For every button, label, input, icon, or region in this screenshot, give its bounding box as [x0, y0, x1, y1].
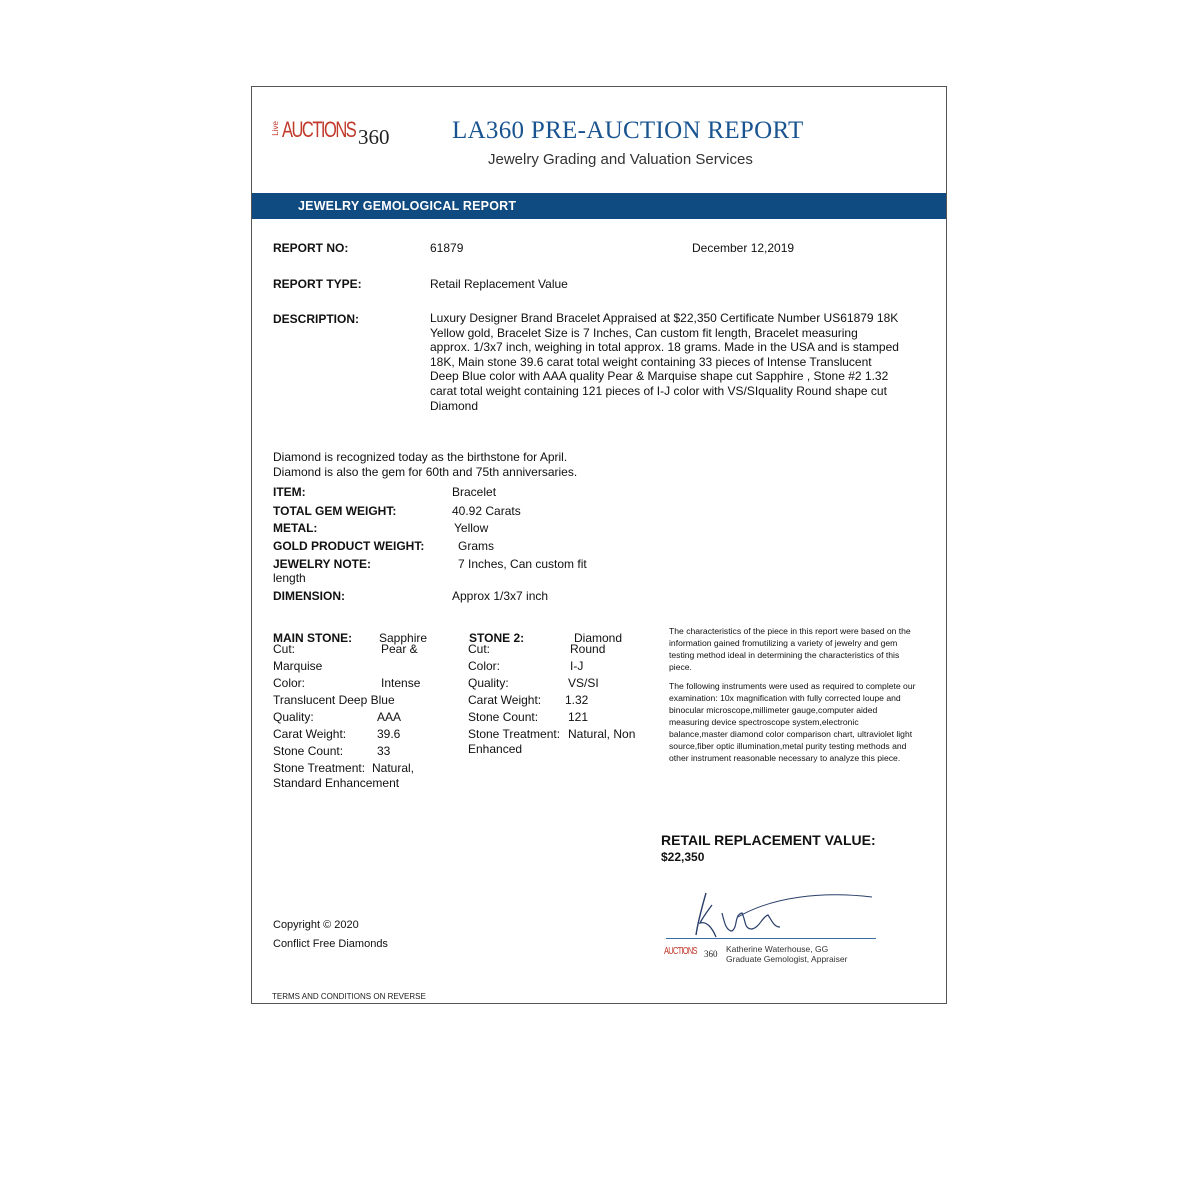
spec-total-gem-weight-label: TOTAL GEM WEIGHT:	[273, 504, 397, 518]
spec-dimension-value: Approx 1/3x7 inch	[452, 589, 549, 603]
report-type-value: Retail Replacement Value	[430, 277, 568, 291]
main-stone-cut-label: Cut:	[273, 642, 296, 656]
logo-auctions-text: AUCTIONS	[282, 117, 356, 142]
spec-jewelry-note-value: 7 Inches, Can custom fit	[458, 557, 587, 571]
report-type-label: REPORT TYPE:	[273, 277, 362, 291]
description-text: Luxury Designer Brand Bracelet Appraised at $22,350 Certificate Number US61879 18K Yellow gold, Bracelet Size is 7 Inches, Can custom fit length, Bracelet measuring approx. 1/3x7 inch, weighing in total approx. 18 grams. Made in the USA and is stamped 18K, Main stone 39.6 carat total weight containing 33 pieces of Intense Translucent Deep Blue color with AAA quality Pear & Marquise shape cut Sapphire , Stone #2 1.32 carat total weight containing 121 pieces of I-J color with VS/SIquality Round shape cut Diamond	[430, 311, 899, 413]
spec-metal-label: METAL:	[273, 521, 318, 535]
main-stone-name: Sapphire	[379, 631, 428, 645]
retail-value-label: RETAIL REPLACEMENT VALUE:	[661, 832, 876, 848]
spec-jewelry-note-label: JEWELRY NOTE:	[273, 557, 372, 571]
spec-total-gem-weight-value: 40.92 Carats	[452, 504, 521, 518]
small-liveauctions360-logo	[664, 946, 719, 960]
logo-360-text: 360	[358, 125, 390, 149]
copyright-text: Copyright © 2020	[273, 919, 359, 931]
report-no-value: 61879	[430, 241, 464, 255]
logo-live-text: Live	[271, 121, 280, 136]
spec-item-value: Bracelet	[452, 485, 497, 499]
main-stone-cut-value: Pear &	[381, 642, 418, 656]
main-stone-count-label: Stone Count:	[273, 744, 344, 758]
spec-dimension-label: DIMENSION:	[273, 589, 345, 603]
main-stone-color-label: Color:	[273, 676, 306, 690]
signature-image	[672, 887, 892, 941]
conflict-free-text: Conflict Free Diamonds	[273, 938, 388, 950]
liveauctions360-logo	[272, 117, 402, 147]
report-date: December 12,2019	[692, 241, 795, 255]
report-document	[251, 86, 947, 1004]
stone2-treatment-label: Stone Treatment:	[468, 727, 561, 741]
main-stone-quality-value: AAA	[377, 710, 402, 724]
birthstone-line-2: Diamond is also the gem for 60th and 75th anniversaries.	[273, 465, 578, 479]
stone2-label: STONE 2:	[469, 631, 525, 645]
main-stone-color-value: Intense	[381, 676, 421, 690]
stone2-count-label: Stone Count:	[468, 710, 539, 724]
report-subtitle: Jewelry Grading and Valuation Services	[488, 151, 753, 168]
signature-line	[666, 938, 876, 939]
section-band	[252, 193, 946, 219]
main-stone-cut-continuation: Marquise	[273, 659, 323, 673]
main-stone-quality-label: Quality:	[273, 710, 314, 724]
small-logo-auctions-text: AUCTIONS	[664, 946, 697, 957]
stone2-treatment-continuation: Enhanced	[468, 742, 523, 756]
appraiser-title: Graduate Gemologist, Appraiser	[726, 954, 848, 964]
stone2-carat-value: 1.32	[565, 693, 589, 707]
retail-value-amount: $22,350	[661, 850, 705, 864]
stone2-cut-label: Cut:	[468, 642, 491, 656]
stone2-carat-label: Carat Weight:	[468, 693, 542, 707]
main-stone-carat-value: 39.6	[377, 727, 401, 741]
spec-gold-weight-label: GOLD PRODUCT WEIGHT:	[273, 539, 425, 553]
main-stone-treatment-label: Stone Treatment:	[273, 761, 366, 775]
main-stone-carat-label: Carat Weight:	[273, 727, 347, 741]
stone2-quality-value: VS/SI	[568, 676, 599, 690]
methodology-notes	[669, 625, 919, 771]
main-stone-color-continuation: Translucent Deep Blue	[273, 693, 395, 707]
appraiser-name: Katherine Waterhouse, GG	[726, 944, 829, 954]
birthstone-line-1: Diamond is recognized today as the birthstone for April.	[273, 450, 568, 464]
main-stone-treatment-value: Natural,	[372, 761, 415, 775]
methodology-note-1: The characteristics of the piece in this report were based on the information gained fromutilizing a variety of jewelry and gem testing method ideal in determining the characteristics of this piece.	[669, 626, 911, 672]
spec-jewelry-note-continuation: length	[273, 571, 306, 585]
stone2-count-value: 121	[568, 710, 589, 724]
terms-footer: TERMS AND CONDITIONS ON REVERSE	[272, 992, 426, 1001]
main-stone-count-value: 33	[377, 744, 391, 758]
methodology-note-2: The following instruments were used as required to complete our examination: 10x magnification with fully corrected loupe and binocular microscope,millimeter gauge,computer aided measuring device spectroscope system,electronic balance,master diamond color comparison chart, ultraviolet light source,fiber optic illumination,metal purity testing methods and other instrument reasonable necessary to analyze this piece.	[669, 681, 916, 763]
main-stone-treatment-continuation: Standard Enhancement	[273, 776, 400, 790]
main-stone-label: MAIN STONE:	[273, 631, 353, 645]
stone2-color-label: Color:	[468, 659, 501, 673]
spec-gold-weight-value: Grams	[458, 539, 494, 553]
stone2-quality-label: Quality:	[468, 676, 509, 690]
spec-metal-value: Yellow	[454, 521, 489, 535]
report-no-label: REPORT NO:	[273, 241, 349, 255]
stone2-color-value: I-J	[570, 659, 584, 673]
stone2-name: Diamond	[574, 631, 623, 645]
spec-item-label: ITEM:	[273, 485, 306, 499]
appraiser-signature-block	[726, 944, 847, 964]
small-logo-360-text: 360	[704, 949, 718, 959]
report-title: LA360 PRE-AUCTION REPORT	[452, 117, 804, 144]
description-label: DESCRIPTION:	[273, 312, 360, 326]
stone2-cut-value: Round	[570, 642, 606, 656]
stone2-treatment-value: Natural, Non	[568, 727, 636, 741]
section-band-label: JEWELRY GEMOLOGICAL REPORT	[298, 199, 517, 213]
